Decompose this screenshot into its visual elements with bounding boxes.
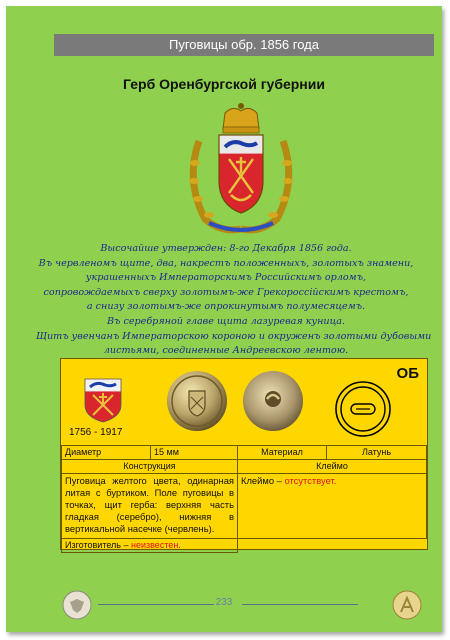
construction-description: Пуговица желтого цвета, одинарная литая с буртиком. Поле пуговицы в точках, щит герба: верхняя часть гладкая (серебро), нижняя в вертикальной насечке (червлень). (62, 474, 238, 539)
mark-description (238, 474, 427, 539)
maker-status: неизвестен. (131, 540, 181, 550)
description-line: Высочайше утвержден: 8-го Декабря 1856 года. (100, 243, 352, 254)
footer-monogram-coin-icon (392, 590, 422, 620)
maker-cell (62, 539, 238, 553)
diameter-value: 15 мм (151, 446, 238, 460)
spec-table (61, 445, 427, 553)
page-number: 233 (215, 597, 233, 608)
diameter-label: Диаметр (62, 446, 151, 460)
button-back-photo (241, 369, 305, 433)
button-code: ОБ (396, 365, 419, 382)
material-value: Латунь (327, 446, 427, 460)
footer-eagle-coin-icon (62, 590, 92, 620)
material-label: Материал (238, 446, 327, 460)
production-years: 1756 - 1917 (69, 427, 123, 438)
page-header-title: Пуговицы обр. 1856 года (54, 34, 434, 56)
coat-of-arms-image (181, 101, 301, 236)
mark-label: Клеймо (238, 460, 427, 474)
mark-prefix: Клеймо – (241, 475, 285, 486)
button-card (60, 358, 428, 550)
emblem-description (36, 242, 432, 359)
construction-label: Конструкция (62, 460, 238, 474)
button-shank-diagram (333, 379, 393, 439)
table-row (62, 460, 427, 474)
description-line: Въ серебряной главе щита лазуревая куница. (106, 315, 346, 327)
description-line: сопровождаемыхъ сверху золотымъ-же Грекороссiйскимъ крестомъ, (43, 286, 409, 298)
description-line: Щитъ увенчанъ Императорскою короною и окруженъ золотыми дубовыми (36, 330, 432, 342)
description-line: украшенныхъ Императорскимъ Российскимъ орломъ, (85, 272, 367, 284)
description-line: листьями, соединенные Андреевскою лентою. (103, 345, 349, 357)
button-front-photo (165, 369, 229, 433)
table-row (62, 474, 427, 539)
maker-prefix: Изготовитель – (65, 540, 131, 550)
emblem-title: Герб Оренбургской губернии (123, 76, 325, 92)
small-coat-of-arms-image (83, 377, 123, 423)
table-row (62, 446, 427, 460)
table-row (62, 539, 427, 553)
mark-status: отсутствует. (284, 475, 337, 486)
description-line: Въ червленомъ щите, два, накрестъ положенныхъ, золотыхъ знамени, (38, 257, 414, 269)
empty-cell (238, 539, 427, 553)
page-sheet (6, 6, 442, 632)
description-line: а снизу золотымъ-же опрокинутымъ полумесяцемъ. (86, 301, 366, 313)
